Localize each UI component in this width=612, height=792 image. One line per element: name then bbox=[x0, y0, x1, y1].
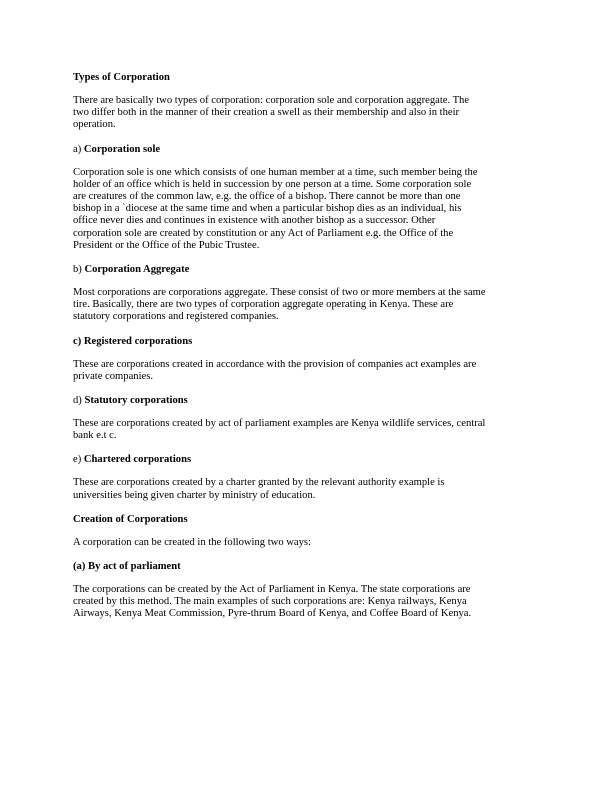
document-page bbox=[73, 71, 545, 632]
heading-prefix: a) bbox=[73, 143, 84, 155]
section-heading-types-of-corporation bbox=[73, 71, 545, 84]
heading-text: (a) By act of parliament bbox=[73, 561, 181, 573]
paragraph-line: Most corporations are corporations aggregate. These consist of two or more members at the same bbox=[73, 287, 486, 299]
section-heading-corporation-aggregate bbox=[73, 263, 545, 276]
heading-text: Statutory corporations bbox=[84, 395, 188, 407]
paragraph-registered-corporations bbox=[73, 359, 545, 383]
paragraph-line: tire. Basically, there are two types of corporation aggregate operating in Kenya. These are bbox=[73, 299, 454, 311]
paragraph-line: universities being given charter by ministry of education. bbox=[73, 489, 316, 501]
paragraph-line: Airways, Kenya Meat Commission, Pyre-thrum Board of Kenya, and Coffee Board of Kenya. bbox=[73, 608, 472, 620]
heading-text: Creation of Corporations bbox=[73, 513, 188, 525]
heading-text: c) Registered corporations bbox=[73, 335, 193, 347]
paragraph-line: statutory corporations and registered companies. bbox=[73, 311, 279, 323]
paragraph-line: bishop in a `diocese at the same time and when a particular bishop dies as an individual, his bbox=[73, 203, 462, 215]
paragraph-line: corporation sole are created by constitution or any Act of Parliament e.g. the Office of the bbox=[73, 227, 454, 239]
paragraph-line: operation. bbox=[73, 119, 116, 131]
heading-prefix: b) bbox=[73, 264, 85, 276]
paragraph-line: Corporation sole is one which consists of one human member at a time, such member being the bbox=[73, 166, 478, 178]
paragraph-line: holder of an office which is held in succession by one person at a time. Some corporation sole bbox=[73, 178, 472, 190]
paragraph-chartered-corporations bbox=[73, 477, 545, 501]
paragraph-line: These are corporations created in accordance with the provision of companies act examples are bbox=[73, 358, 477, 370]
paragraph-line: The corporations can be created by the Act of Parliament in Kenya. The state corporations are bbox=[73, 584, 471, 596]
paragraph-types-of-corporation bbox=[73, 95, 545, 132]
paragraph-line: President or the Office of the Pubic Trustee. bbox=[73, 239, 260, 251]
heading-text: Types of Corporation bbox=[73, 72, 170, 83]
paragraph-line: bank e.t c. bbox=[73, 430, 117, 442]
paragraph-line: are creatures of the common law, e.g. the office of a bishop. There cannot be more than one bbox=[73, 191, 461, 203]
heading-prefix: e) bbox=[73, 454, 84, 466]
section-heading-corporation-sole bbox=[73, 143, 545, 156]
section-heading-by-act-of-parliament bbox=[73, 560, 545, 573]
paragraph-corporation-sole bbox=[73, 167, 545, 252]
paragraph-line: created by this method. The main examples of such corporations are: Kenya railways, Kenya bbox=[73, 596, 467, 608]
section-heading-registered-corporations bbox=[73, 335, 545, 348]
heading-text: Corporation Aggregate bbox=[84, 264, 190, 276]
paragraph-corporation-aggregate bbox=[73, 287, 545, 324]
heading-text: Corporation sole bbox=[83, 143, 161, 155]
paragraph-line: office never dies and continues in existence with another bishop as a successor. Other bbox=[73, 215, 436, 227]
heading-text: Chartered corporations bbox=[83, 454, 192, 466]
paragraph-line: These are corporations created by a charter granted by the relevant authority example is bbox=[73, 477, 445, 489]
section-heading-creation-of-corporations bbox=[73, 513, 545, 526]
paragraph-by-act-of-parliament bbox=[73, 584, 545, 621]
heading-prefix: d) bbox=[73, 395, 85, 407]
paragraph-line: These are corporations created by act of parliament examples are Kenya wildlife services, central bbox=[73, 418, 486, 430]
paragraph-line: There are basically two types of corporation: corporation sole and corporation aggregate. The bbox=[73, 95, 470, 106]
paragraph-statutory-corporations bbox=[73, 418, 545, 442]
section-heading-chartered-corporations bbox=[73, 453, 545, 466]
paragraph-line: private companies. bbox=[73, 370, 154, 382]
section-heading-statutory-corporations bbox=[73, 394, 545, 407]
paragraph-creation-of-corporations bbox=[73, 537, 545, 549]
paragraph-line: A corporation can be created in the following two ways: bbox=[73, 536, 311, 548]
paragraph-line: two differ both in the manner of their creation a swell as their membership and also in their bbox=[73, 107, 460, 119]
